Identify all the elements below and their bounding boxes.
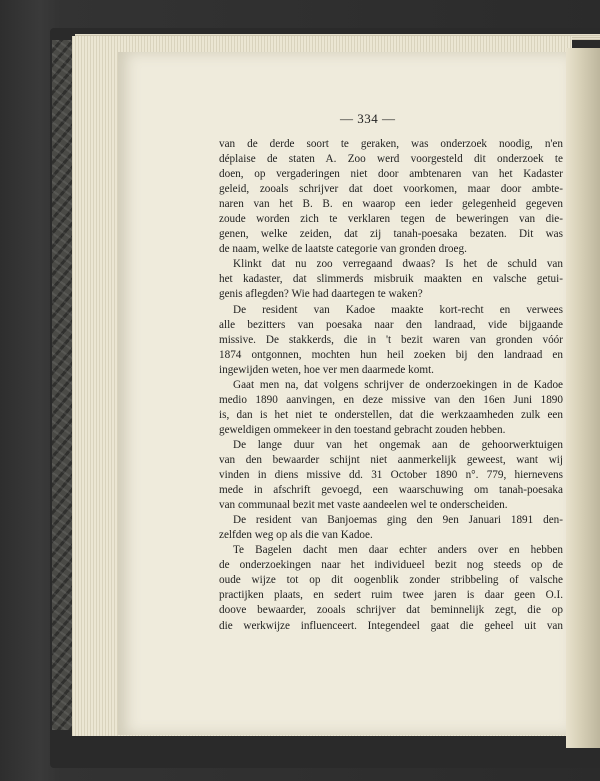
text-line: die werkwijze influenceert. Integendeel gaat die geheel uit van xyxy=(219,619,563,632)
text-line: genis aflegden? Wie had daartegen te waken? xyxy=(219,288,423,301)
text-line: zoude worden zich te verklaren tegen de beweringen van die- xyxy=(219,213,563,226)
text-line: Gaat men na, dat volgens schrijver de onderzoekingen in de Kadoe xyxy=(233,378,563,391)
text-line: doen, op vergaderingen niet door ambtenaren van het Kadaster xyxy=(219,168,563,181)
text-line: van communaal bezit met vaste aandeelen wel te onderscheiden. xyxy=(219,499,508,512)
text-line: déplaise de staten A. Zoo werd voorgesteld dit onderzoek te xyxy=(219,153,563,166)
text-line: De lange duur van het ongemak aan de gehoorwerktuigen xyxy=(233,438,563,451)
text-line: medio 1890 aanvingen, en deze missive van den 16en Juni 1890 xyxy=(219,393,563,406)
text-line: zelfden weg op als die van Kadoe. xyxy=(219,529,373,542)
text-line: alle bezitters van poesaka naar den landraad, vide bijgaande xyxy=(219,318,563,331)
text-line: de onderzoekingen naar het individueel bezit nog steeds op de xyxy=(219,559,563,572)
text-line: 1874 ontgonnen, mochten hun heil zoeken bij den landraad en xyxy=(219,348,563,361)
text-line: mede in afschrift gevoegd, een waarschuwing om tanah-poesaka xyxy=(219,484,563,497)
text-line: van de derde soort te geraken, was onderzoek noodig, n'en xyxy=(219,138,563,150)
text-line: missive. De stakkerds, die in 't bezit waren van gronden vóór xyxy=(219,333,563,346)
text-line: van den bewaarder schijnt niet aanmerkelijk geweest, want wij xyxy=(219,453,563,466)
facing-page-edge xyxy=(566,48,600,748)
text-line: het kadaster, dat slimmerds misbruik maakten en valsche getui- xyxy=(219,273,563,286)
text-line: ingewijden weten, hoe ver men daarmede komt. xyxy=(219,363,434,376)
text-line: Te Bagelen dacht men daar echter anders over en hebben xyxy=(233,544,563,557)
text-line: genen, welke zeiden, dat zij tanah-poesaka bezaten. Dit was xyxy=(219,228,563,241)
text-line: is, dan is het niet te onderstellen, dat die werkzaamheden zulk een xyxy=(219,408,563,421)
text-line: doove bewaarder, zooals schrijver dat beminnelijk zegt, die op xyxy=(219,604,563,617)
text-line: oude wijze tot op dit oogenblik zonder stribbeling of valsche xyxy=(219,574,563,587)
text-line: geleid, zooals schrijver dat doet voorkomen, maar door ambte- xyxy=(219,183,563,196)
text-line: De resident van Banjoemas ging den 9en Januari 1891 den- xyxy=(233,514,563,527)
text-line: de naam, welke de laatste categorie van gronden droeg. xyxy=(219,243,467,256)
text-line: Klinkt dat nu zoo verregaand dwaas? Is het de schuld van xyxy=(233,258,563,271)
text-line: geweldigen ommekeer in den toestand gebracht zouden hebben. xyxy=(219,423,506,436)
page-number: — 334 — xyxy=(340,111,396,126)
body-text xyxy=(219,137,563,634)
text-line: vinden in diens missive dd. 31 October 1890 n°. 779, hiernevens xyxy=(219,469,563,482)
text-line: practijken plaats, en sedert ruim twee jaren is daar geen O.I. xyxy=(219,589,563,602)
text-line: De resident van Kadoe maakte kort-recht en verwees xyxy=(233,303,563,316)
marbled-edge xyxy=(52,40,72,730)
text-line: naren van het B. B. en waarop een ieder gelegenheid gegeven xyxy=(219,198,563,211)
